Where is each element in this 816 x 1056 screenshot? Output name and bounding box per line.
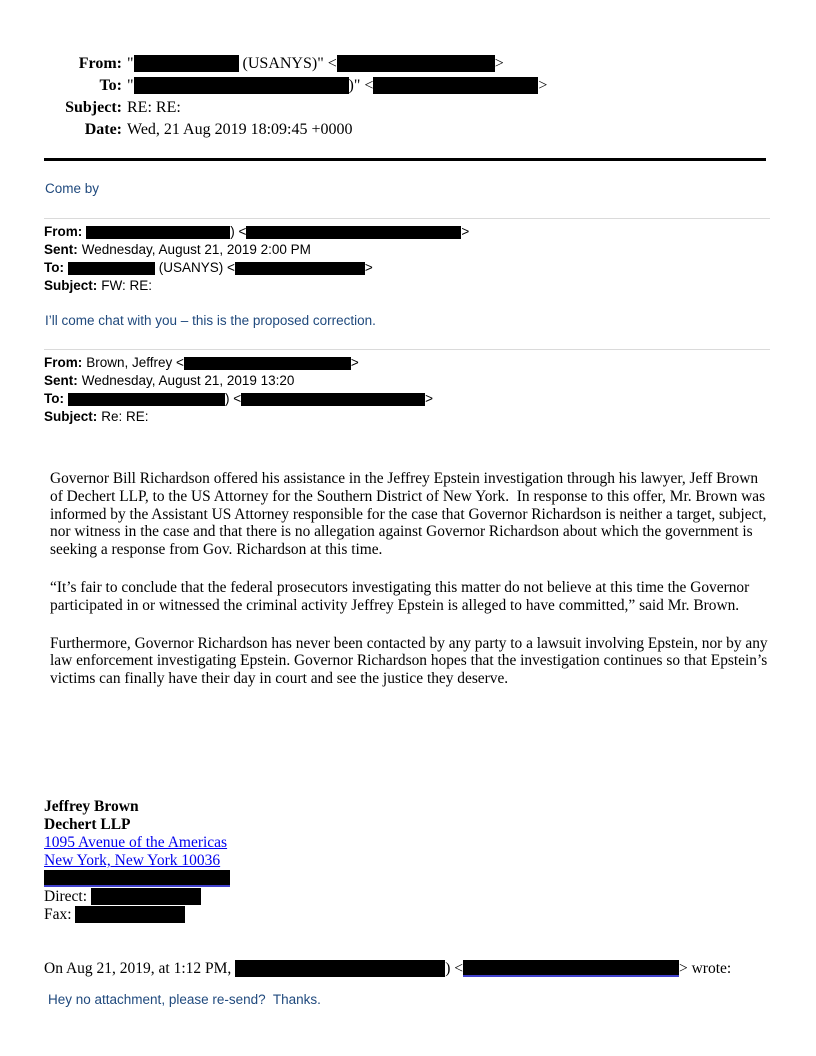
redaction-bar xyxy=(68,393,225,406)
from-label: From: xyxy=(44,355,83,370)
header-row-from xyxy=(44,53,547,75)
sent-label: Sent: xyxy=(44,373,78,388)
body-paragraph-1: Governor Bill Richardson offered his assistance in the Jeffrey Epstein investigation through his lawyer, Jeff Brown of Dechert LLP, to the US Attorney for the Southern District of New York. In response to this offer, Mr. Brown was informed by the Assistant US Attorney responsible for the case that Governor Richardson is neither a target, subject, nor witness in the case and that there is no allegation against Governor Richardson about which the government is seeking a response from Gov. Richardson at this time. xyxy=(50,470,771,559)
to-value: " )" < > xyxy=(127,77,548,94)
signature-address-1 xyxy=(44,834,230,852)
note-no-attachment: Hey no attachment, please re-send? Thanks. xyxy=(48,992,321,1007)
header-divider-rule xyxy=(44,158,766,161)
signature-block xyxy=(44,798,230,924)
header-row-subject xyxy=(44,97,547,119)
redaction-bar xyxy=(75,906,185,923)
redaction-bar xyxy=(44,870,230,887)
redaction-bar xyxy=(246,226,461,239)
subject-value: FW: RE: xyxy=(101,278,153,293)
header-row-from xyxy=(44,223,469,241)
email-header-forwarded xyxy=(44,223,469,295)
sent-label: Sent: xyxy=(44,242,78,257)
email-header-top xyxy=(44,53,547,141)
signature-address-2 xyxy=(44,852,230,870)
signature-redacted-line xyxy=(44,870,230,888)
header-row-sent xyxy=(44,241,469,259)
note-come-by: Come by xyxy=(45,181,100,196)
note-proposed-correction: I’ll come chat with you – this is the proposed correction. xyxy=(45,313,376,328)
body-paragraph-2: “It’s fair to conclude that the federal prosecutors investigating this matter do not believe at this time the Governor participated in or witnessed the criminal activity Jeffrey Epstein is alleged to have committed,” said Mr. Brown. xyxy=(50,578,754,614)
redaction-bar xyxy=(86,226,230,239)
subject-label: Subject: xyxy=(44,409,98,424)
date-value: Wed, 21 Aug 2019 18:09:45 +0000 xyxy=(127,121,353,138)
sent-value: Wednesday, August 21, 2019 13:20 xyxy=(81,373,295,388)
from-value: ) < > xyxy=(86,224,469,239)
redaction-bar xyxy=(235,960,445,977)
from-value: Brown, Jeffrey < > xyxy=(86,355,359,370)
header-row-to xyxy=(44,390,433,408)
signature-fax-line xyxy=(44,906,230,924)
subject-label: Subject: xyxy=(44,278,98,293)
signature-firm: Dechert LLP xyxy=(44,816,131,833)
header-row-to xyxy=(44,259,469,277)
from-label: From: xyxy=(78,55,122,72)
from-label: From: xyxy=(44,224,83,239)
redaction-bar xyxy=(463,960,679,977)
header-row-sent xyxy=(44,372,433,390)
direct-label: Direct: xyxy=(44,888,91,905)
signature-name: Jeffrey Brown xyxy=(44,798,139,815)
email-body xyxy=(50,470,772,708)
to-value: (USANYS) < > xyxy=(68,260,373,275)
section-divider xyxy=(44,218,770,219)
fax-label: Fax: xyxy=(44,906,76,923)
redaction-bar xyxy=(68,262,155,275)
header-row-from xyxy=(44,354,433,372)
section-divider xyxy=(44,349,770,350)
address-link-street[interactable]: 1095 Avenue of the Americas xyxy=(44,834,228,851)
sent-value: Wednesday, August 21, 2019 2:00 PM xyxy=(81,242,311,257)
date-label: Date: xyxy=(84,121,122,138)
redaction-bar xyxy=(91,888,201,905)
redaction-bar xyxy=(134,77,349,94)
signature-direct-line xyxy=(44,888,230,906)
redaction-bar xyxy=(134,55,239,72)
address-link-city[interactable]: New York, New York 10036 xyxy=(44,852,221,869)
to-label: To: xyxy=(44,260,64,275)
to-value: ) < > xyxy=(68,391,433,406)
subject-value: Re: RE: xyxy=(101,409,149,424)
header-row-date xyxy=(44,119,547,141)
header-row-to xyxy=(44,75,547,97)
body-paragraph-3: Furthermore, Governor Richardson has never been contacted by any party to a lawsuit involving Epstein, nor by any law enforcement investigating Epstein. Governor Richardson hopes that the investigation continues so that Epstein’s victims can finally have their day in court and see the justice they deserve. xyxy=(50,634,772,688)
email-header-brown xyxy=(44,354,433,426)
to-label: To: xyxy=(99,77,122,94)
redaction-bar xyxy=(184,357,351,370)
header-row-subject xyxy=(44,408,433,426)
redaction-bar xyxy=(241,393,425,406)
subject-value: RE: RE: xyxy=(127,99,181,116)
subject-label: Subject: xyxy=(65,99,122,116)
from-value: " (USANYS)" < > xyxy=(127,55,504,72)
to-label: To: xyxy=(44,391,64,406)
quoted-message-intro: On Aug 21, 2019, at 1:12 PM, ) < > wrote: xyxy=(44,960,732,977)
redaction-bar xyxy=(337,55,495,72)
header-row-subject xyxy=(44,277,469,295)
redaction-bar xyxy=(373,77,538,94)
redaction-bar xyxy=(235,262,365,275)
